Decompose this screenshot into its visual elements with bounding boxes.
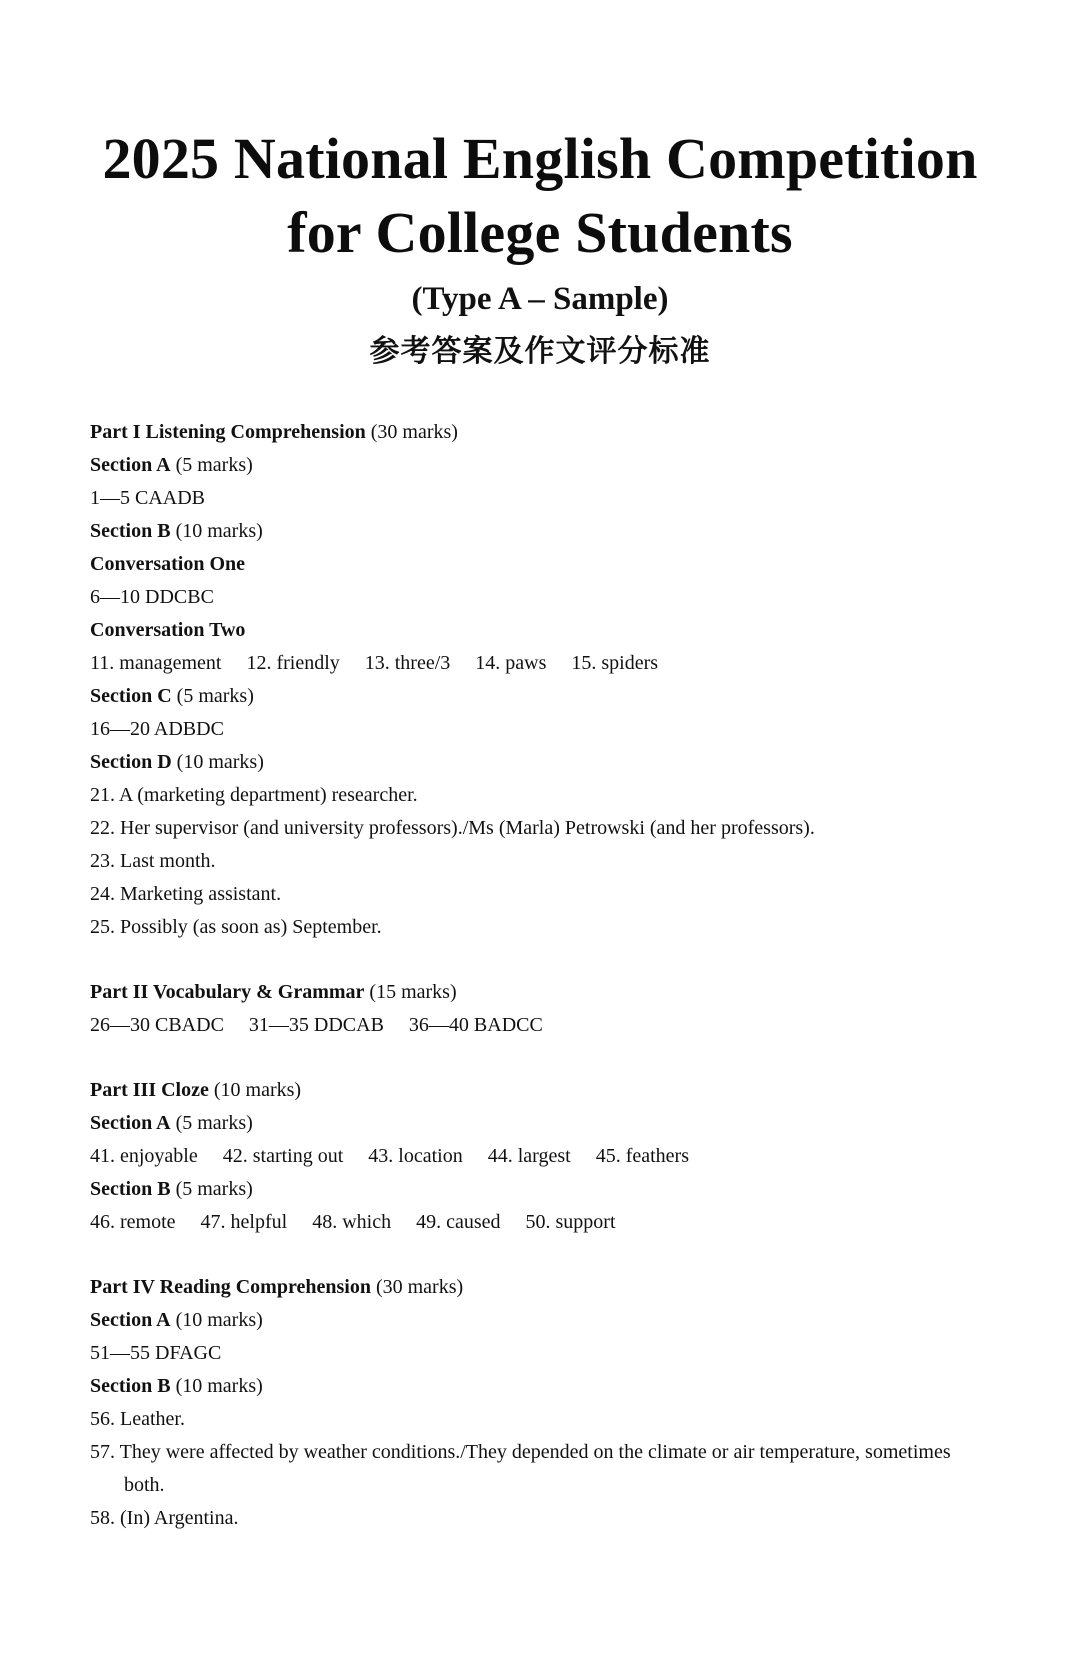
spacer xyxy=(90,944,1040,976)
title-block xyxy=(0,122,1080,374)
part-2-title: Part II Vocabulary & Grammar xyxy=(90,981,365,1003)
answer-item: 45. feathers xyxy=(595,1145,689,1167)
part-3-section-b-heading xyxy=(90,1173,1040,1206)
part-2-answers xyxy=(90,1009,1040,1042)
section-marks: (5 marks) xyxy=(175,1112,253,1134)
answer-item: 43. location xyxy=(368,1145,463,1167)
part-3-section-b-answers xyxy=(90,1206,1040,1239)
answer-56: 56. Leather. xyxy=(90,1408,185,1430)
answer-item: 41. enjoyable xyxy=(90,1145,198,1167)
answer-23: 23. Last month. xyxy=(90,850,216,872)
part-1-title: Part I Listening Comprehension xyxy=(90,421,366,443)
spacer xyxy=(90,1042,1040,1074)
section-marks: (10 marks) xyxy=(175,1309,263,1331)
part-1-section-c-heading xyxy=(90,680,1040,713)
answer-21: 21. A (marketing department) researcher. xyxy=(90,784,418,806)
section-marks: (10 marks) xyxy=(176,751,264,773)
part-4-title: Part IV Reading Comprehension xyxy=(90,1276,371,1298)
section-title: Section D xyxy=(90,751,172,773)
part-1-marks: (30 marks) xyxy=(370,421,458,443)
answer-item: 15. spiders xyxy=(571,652,659,674)
answer-item: 42. starting out xyxy=(222,1145,344,1167)
page-title-line-2: for College Students xyxy=(287,200,793,265)
part-1-section-c-answers: 16—20 ADBDC xyxy=(90,718,224,740)
answer-57-line-1: 57. They were affected by weather conditions./They depended on the climate or air temperature, sometimes xyxy=(90,1441,951,1463)
part-3-heading xyxy=(90,1074,1040,1107)
part-1-section-a-answers: 1—5 CAADB xyxy=(90,487,206,509)
conversation-two-answers xyxy=(90,647,1040,680)
part-4-section-b-heading xyxy=(90,1370,1040,1403)
answer-22: 22. Her supervisor (and university professors)./Ms (Marla) Petrowski (and her professors). xyxy=(90,817,815,839)
answer-group: 36—40 BADCC xyxy=(408,1014,543,1036)
answer-25: 25. Possibly (as soon as) September. xyxy=(90,916,382,938)
answer-item: 47. helpful xyxy=(200,1211,288,1233)
part-1-section-a-heading xyxy=(90,449,1040,482)
answer-57-line-2: both. xyxy=(124,1474,165,1496)
part-3-section-a-heading xyxy=(90,1107,1040,1140)
part-3-title: Part III Cloze xyxy=(90,1079,209,1101)
answer-item: 11. management xyxy=(90,652,222,674)
answer-item: 48. which xyxy=(312,1211,392,1233)
section-title: Section B xyxy=(90,1178,171,1200)
part-4-section-a-answers: 51—55 DFAGC xyxy=(90,1342,222,1364)
answer-item: 14. paws xyxy=(475,652,547,674)
answer-item: 12. friendly xyxy=(246,652,340,674)
page-title-line-1: 2025 National English Competition xyxy=(102,126,978,191)
answer-item: 50. support xyxy=(525,1211,616,1233)
answer-58: 58. (In) Argentina. xyxy=(90,1507,239,1529)
section-title: Section B xyxy=(90,1375,171,1397)
answer-group: 26—30 CBADC xyxy=(90,1014,224,1036)
section-title: Section A xyxy=(90,454,171,476)
part-2-heading xyxy=(90,976,1040,1009)
conversation-two-title: Conversation Two xyxy=(90,619,246,641)
part-1-section-d-heading xyxy=(90,746,1040,779)
answer-item: 13. three/3 xyxy=(364,652,451,674)
section-marks: (10 marks) xyxy=(175,1375,263,1397)
section-marks: (5 marks) xyxy=(176,685,254,707)
answer-item: 46. remote xyxy=(90,1211,176,1233)
answer-item: 49. caused xyxy=(416,1211,501,1233)
answer-content xyxy=(90,416,1040,1535)
answer-24: 24. Marketing assistant. xyxy=(90,883,282,905)
answer-item: 44. largest xyxy=(487,1145,571,1167)
part-4-heading xyxy=(90,1271,1040,1304)
part-3-section-a-answers xyxy=(90,1140,1040,1173)
part-1-heading xyxy=(90,416,1040,449)
section-marks: (10 marks) xyxy=(175,520,263,542)
section-title: Section B xyxy=(90,520,171,542)
part-1-section-b-heading xyxy=(90,515,1040,548)
part-3-marks: (10 marks) xyxy=(213,1079,302,1101)
section-title: Section C xyxy=(90,685,172,707)
spacer xyxy=(90,1239,1040,1271)
section-marks: (5 marks) xyxy=(175,1178,253,1200)
answer-group: 31—35 DDCAB xyxy=(248,1014,384,1036)
part-4-marks: (30 marks) xyxy=(375,1276,464,1298)
section-title: Section A xyxy=(90,1309,171,1331)
chinese-title: 参考答案及作文评分标准 xyxy=(369,334,711,369)
part-2-marks: (15 marks) xyxy=(369,981,457,1003)
subtitle: (Type A – Sample) xyxy=(411,281,669,317)
section-title: Section A xyxy=(90,1112,171,1134)
conversation-one-answers: 6—10 DDCBC xyxy=(90,586,214,608)
part-4-section-a-heading xyxy=(90,1304,1040,1337)
section-marks: (5 marks) xyxy=(175,454,253,476)
conversation-one-title: Conversation One xyxy=(90,553,245,575)
